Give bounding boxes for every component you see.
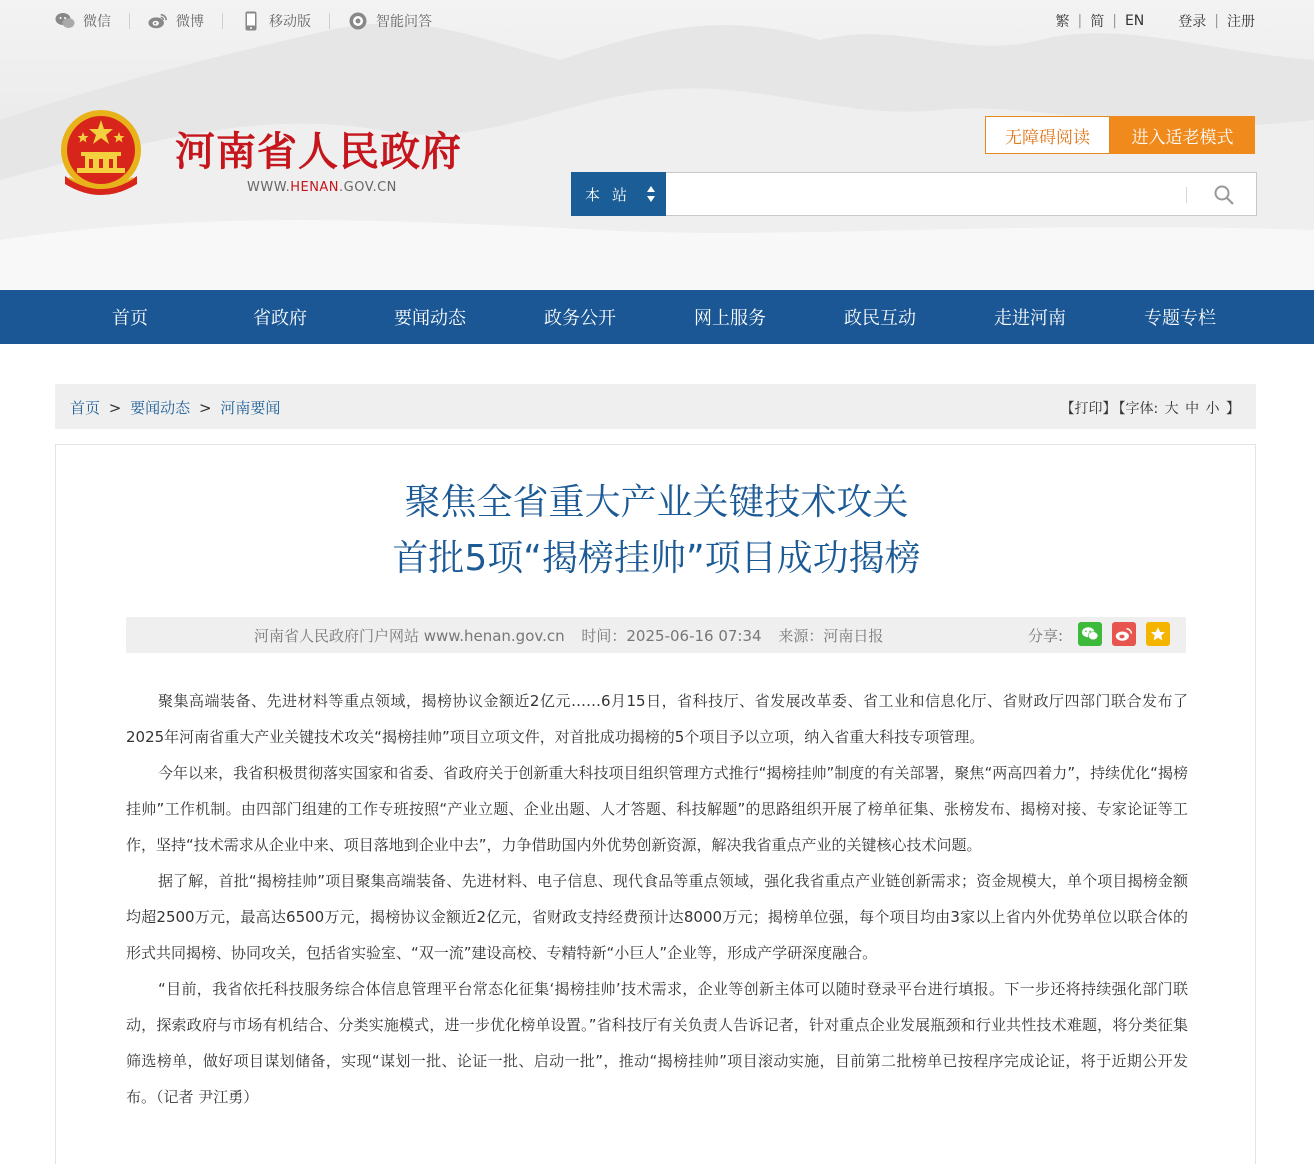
breadcrumb-separator: > [108,399,122,417]
article-paragraph: 据了解，首批“揭榜挂帅”项目聚集高端装备、先进材料、电子信息、现代食品等重点领域，强化我省重点产业链创新需求；资金规模大，单个项目揭榜金额均超2500万元，最高达6500万元，揭榜协议金额近2亿元，省财政支持经费预计达8000万元；揭榜单位强，每个项目均由3家以上省内外优势单位以联合体的形式共同揭榜、协同攻关，包括省实验室、“双一流”建设高校、专精特新“小巨人”企业等，形成产学研深度融合。 [126,872,1188,962]
article-paragraph: 聚集高端装备、先进材料等重点领域，揭榜协议金额近2亿元……6月15日，省科技厅、省发展改革委、省工业和信息化厅、省财政厅四部门联合发布了2025年河南省重大产业关键技术攻关“揭榜挂帅”项目立项文件，对首批成功揭榜的5个项目予以立项，纳入省重大科技专项管理。 [126,692,1188,746]
national-emblem-logo[interactable] [55,106,147,202]
font-small-button[interactable]: 小 [1205,401,1220,417]
nav-item-news[interactable]: 要闻动态 [394,308,466,329]
nav-item-special-topics[interactable]: 专题专栏 [1144,308,1216,329]
divider [329,13,330,29]
top-utility-bar [55,8,1255,34]
search-icon[interactable] [1212,183,1236,207]
site-header [0,0,1314,290]
nav-item-home[interactable]: 首页 [112,308,148,329]
divider [222,13,223,29]
font-size-label: 【字体: [1118,401,1159,417]
article-meta [126,617,1186,653]
breadcrumb-separator: > [198,399,212,417]
breadcrumb-bar [55,384,1256,429]
article-title [56,475,1257,587]
mobile-icon [241,11,261,31]
mobile-label: 移动版 [269,14,311,30]
breadcrumb-home[interactable]: 首页 [70,399,101,417]
favorite-share-icon[interactable] [1146,622,1170,646]
search-scope-select[interactable] [571,172,666,216]
wechat-icon [55,11,75,31]
search-scope-label: 本站 [585,185,640,204]
article-paragraph: “目前，我省依托科技服务综合体信息管理平台常态化征集‘揭榜挂帅’技术需求，企业等创新主体可以随时登录平台进行填报。下一步还将持续强化部门联动，探索政府与市场有机结合、分类实施模式，进一步优化榜单设置。”省科技厅有关负责人告诉记者，针对重点企业发展瓶颈和行业共性技术难题，将分类征集筛选榜单，做好项目谋划储备，实现“谋划一批、论证一批、启动一批”，推动“揭榜挂帅”项目滚动实施，目前第二批榜单已按程序完成论证，将于近期公开发布。（记者 尹江勇） [126,980,1188,1106]
main-nav [0,290,1314,344]
share-label: 分享: [1028,627,1064,645]
chat-icon [348,11,368,31]
article-origin: 来源：河南日报 [778,627,884,645]
publish-time: 时间：2025-06-16 07:34 [581,627,762,645]
nav-item-about-henan[interactable]: 走进河南 [994,308,1066,329]
weibo-link[interactable] [148,11,204,31]
site-title[interactable]: 河南省人民政府 [175,129,462,174]
url-prefix: WWW. [247,180,291,195]
search-bar [571,172,1257,216]
nav-item-provincial-gov[interactable]: 省政府 [253,308,307,329]
article-container [55,444,1256,1164]
font-large-button[interactable]: 大 [1164,401,1179,417]
article-body [126,683,1188,1115]
breadcrumb-henan-news[interactable]: 河南要闻 [220,399,281,417]
updown-arrow-icon [646,184,656,204]
site-url [247,180,397,195]
divider: | [1112,13,1117,29]
weibo-share-icon[interactable] [1112,622,1136,646]
print-button[interactable]: 【打印】 [1060,401,1117,417]
register-link[interactable]: 注册 [1227,14,1255,30]
font-size-end: 】 [1226,401,1240,417]
title-line-1: 聚焦全省重大产业关键技术攻关 [404,482,909,523]
divider [129,13,130,29]
divider: | [1214,13,1219,29]
qa-link[interactable] [348,11,432,31]
qa-label: 智能问答 [376,14,432,30]
mobile-link[interactable] [241,11,311,31]
nav-item-interaction[interactable]: 政民互动 [844,308,916,329]
lang-traditional[interactable]: 繁 [1055,14,1070,30]
wechat-label: 微信 [83,14,111,30]
weibo-label: 微博 [176,14,204,30]
page-tools [1058,398,1240,418]
title-line-2: 首批5项“揭榜挂帅”项目成功揭榜 [392,538,921,579]
search-input[interactable] [672,177,1156,213]
weibo-icon [148,11,168,31]
wechat-share-icon[interactable] [1078,622,1102,646]
wechat-link[interactable] [55,11,111,31]
accessible-reading-button[interactable]: 无障碍阅读 [985,116,1110,154]
font-medium-button[interactable]: 中 [1185,401,1200,417]
divider: | [1077,13,1083,29]
breadcrumb-news[interactable]: 要闻动态 [130,399,191,417]
article-paragraph: 今年以来，我省积极贯彻落实国家和省委、省政府关于创新重大科技项目组织管理方式推行“揭榜挂帅”制度的有关部署，聚焦“两高四着力”，持续优化“揭榜挂帅”工作机制。由四部门组建的工作专班按照“产业立题、企业出题、人才答题、科技解题”的思路组织开展了榜单征集、张榜发布、揭榜对接、专家论证等工作，坚持“技术需求从企业中来、项目落地到企业中去”，力争借助国内外优势创新资源，解决我省重点产业的关键核心技术问题。 [126,764,1188,854]
lang-simplified[interactable]: 简 [1090,14,1105,30]
elder-mode-button[interactable]: 进入适老模式 [1110,116,1255,154]
nav-item-online-services[interactable]: 网上服务 [694,308,766,329]
lang-english[interactable]: EN [1124,13,1145,29]
source-site: 河南省人民政府门户网站 www.henan.gov.cn [254,627,565,645]
nav-item-gov-affairs[interactable]: 政务公开 [544,308,616,329]
url-suffix: .GOV.CN [339,180,397,195]
url-brand: HENAN [290,180,340,195]
divider [1186,187,1187,203]
breadcrumb [70,397,280,418]
login-link[interactable]: 登录 [1178,14,1207,30]
